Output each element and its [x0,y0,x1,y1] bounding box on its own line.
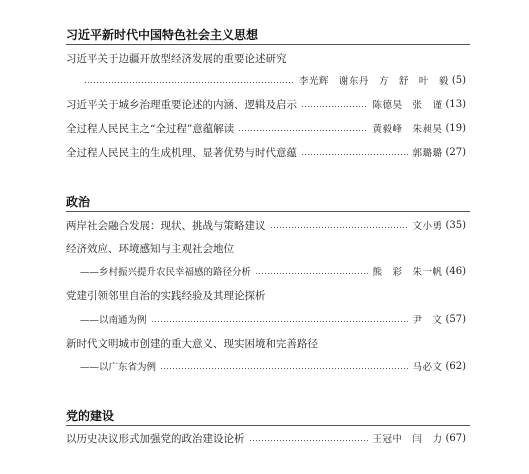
entry-authors: 尹 文 [412,315,443,326]
toc-entry-subtitle[interactable] [80,312,466,326]
entry-title: 两岸社会融合发展：现状、挑战与策略建议 [66,219,266,232]
entry-page: (62) [445,360,466,372]
section-title: 习近平新时代中国特色社会主义思想 [66,28,259,42]
dot-leader [301,154,408,155]
entry-authors: 李光辉 谢东丹 方 舒 叶 毅 [298,76,449,87]
section-title: 党的建设 [66,409,115,423]
dot-leader [249,440,369,441]
toc-entry[interactable] [66,51,466,65]
dot-leader [160,368,408,369]
section-divider [66,425,470,426]
entry-title: 全过程人民民主的生成机理、显著优势与时代意蕴 [66,146,297,159]
toc-entry[interactable] [66,145,466,159]
dot-leader [255,273,368,274]
toc-entry-subtitle[interactable] [80,359,466,373]
dot-leader [270,227,409,228]
dot-leader [301,106,368,107]
entry-title: 党建引领邻里自治的实践经验及其理论探析 [66,289,266,302]
entry-authors: 陈德昊 张 谨 [372,100,443,111]
entry-page: (13) [445,98,466,110]
entry-authors: 郭璐璐 [412,148,443,159]
entry-page: (35) [445,219,466,231]
entry-authors: 马必文 [412,362,443,373]
entry-page: (57) [445,313,466,325]
entry-subtitle: ——以南通为例 [80,315,147,326]
entry-page: (19) [445,122,466,134]
toc-entry[interactable] [66,336,466,350]
entry-authors: 黄毅峰 朱昶昊 [372,124,443,135]
entry-page: (5) [451,74,466,86]
section-title: 政治 [66,195,91,209]
entry-authors: 熊 彩 朱一帆 [372,267,443,278]
entry-title: 全过程人民民主之“全过程”意蕴解读 [66,122,235,135]
entry-title: 习近平关于边疆开放型经济发展的重要论述研究 [66,52,287,65]
dot-leader [151,321,409,322]
toc-entry[interactable] [66,241,466,255]
toc-entry[interactable] [66,431,466,445]
entry-title: 经济效应、环境感知与主观社会地位 [66,242,234,255]
toc-entry[interactable] [66,121,466,135]
toc-entry-subtitle[interactable] [80,264,466,278]
entry-authors: 王冠中 闫 力 [372,434,443,445]
entry-authors: 文小勇 [412,221,443,232]
section-divider [66,44,470,45]
toc-entry[interactable] [66,97,466,111]
toc-entry[interactable] [66,218,466,232]
entry-subtitle: ——乡村振兴提升农民幸福感的路径分析 [80,267,252,278]
entry-page: (27) [445,146,466,158]
dot-leader [238,130,368,131]
dot-leader [84,82,295,83]
section-divider [66,211,470,212]
entry-title: 习近平关于城乡治理重要论述的内涵、逻辑及启示 [66,98,297,111]
toc-entry[interactable] [66,288,466,302]
entry-page: (46) [445,265,466,277]
toc-entry[interactable] [80,73,466,87]
entry-title: 以历史决议形式加强党的政治建设论析 [66,432,245,445]
entry-page: (67) [445,432,466,444]
entry-subtitle: ——以广东省为例 [80,362,157,373]
entry-title: 新时代文明城市创建的重大意义、现实困境和完善路径 [66,337,318,350]
